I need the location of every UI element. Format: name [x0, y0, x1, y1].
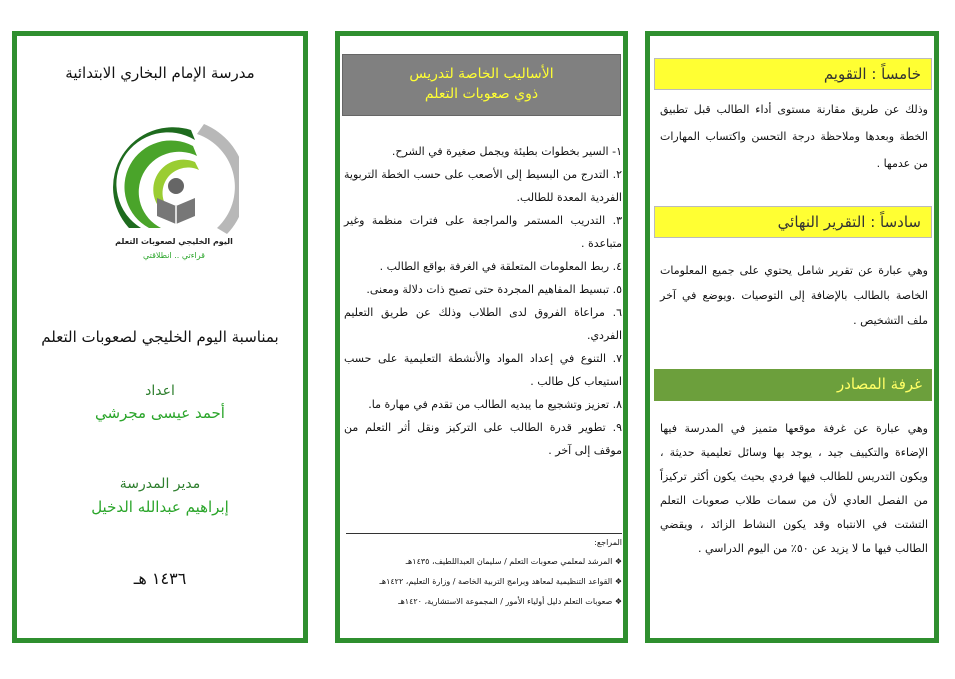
list-item: ١- السير بخطوات بطيئة ويجمل صغيرة في الشرح.: [391, 145, 622, 158]
logo-badge: ٣ مايو: [157, 133, 175, 141]
evaluation-text: وذلك عن طريق مقارنة مستوى أداء الطالب قبل تطبيق الخطة وبعدها وملاحظة درجة التحسن واكتساب المهارات من عدمها .: [660, 103, 928, 170]
final-report-text: وهي عبارة عن تقرير شامل يحتوي على جميع المعلومات الخاصة بالطالب بالإضافة إلى التوصيات .ويوضع في آخر ملف التشخيص .: [660, 264, 928, 327]
methods-list: [344, 140, 622, 462]
prepared-label: اعداد: [145, 383, 175, 399]
final-report-heading: سادساً : التقرير النهائي: [654, 206, 932, 238]
list-item: ٣. التدريب المستمر والمراجعة على فترات منظمة وغير متباعدة .: [344, 214, 622, 250]
hijri-year: ١٤٣٦ هـ: [133, 569, 187, 588]
list-item: ٥. تبسيط المفاهيم المجردة حتى تصبح ذات دلالة ومعنى.: [366, 283, 622, 296]
logo-slogan: قراءتي .. انطلاقتي: [143, 251, 205, 260]
learning-difficulties-day-logo: [109, 116, 239, 276]
occasion-text: بمناسبة اليوم الخليجي لصعوبات التعلم: [41, 328, 279, 346]
methods-title-line2: ذوي صعوبات التعلم: [424, 86, 539, 102]
prepared-name: أحمد عيسى مجرشي: [95, 404, 225, 422]
references-title: المراجع:: [594, 538, 622, 547]
list-item: ٢. التدرج من البسيط إلى الأصعب على حسب الخطة التربوية الفردية المعدة للطالب.: [344, 168, 622, 204]
list-item: ٩. تطوير قدرة الطالب على التركيز ونقل أثر التعلم من موقف إلى آخر .: [344, 421, 622, 457]
methods-panel: [335, 31, 628, 643]
methods-title-line1: الأساليب الخاصة لتدريس: [409, 66, 554, 82]
director-name: إبراهيم عبدالله الدخيل: [91, 498, 229, 516]
list-item: ٤. ربط المعلومات المتعلقة في الغرفة بواقع الطالب .: [379, 260, 622, 273]
reader-head-icon: [168, 178, 184, 194]
reference-item: ❖ صعوبات التعلم دليل أولياء الأمور / المجموعة الاستشارية، ١٤٢٠هـ: [398, 597, 622, 606]
list-item: ٨. تعزيز وتشجيع ما يبديه الطالب من تقدم في مهارة ما.: [368, 398, 622, 411]
resource-room-text: وهي عبارة عن غرفة موقعها متميز في المدرسة فيها الإضاءة والتكييف جيد ، يوجد بها وسائل تعليمية حديثة ، ويكون التدريس للطالب فيها فردي بحيث يكون أكثر تركيزاً من الفصل العادي لأن من سمات طلاب صعوبات التعلم التشتت في الانتباه وقد يكون النشاط الزائد ، ويقضي الطالب فيها ما لا يزيد عن ٥٠٪ من اليوم الدراسي .: [660, 422, 928, 555]
logo-day-text: اليوم الخليجي لصعوبات التعلم: [115, 237, 233, 246]
list-item: ٧. التنوع في إعداد المواد والأنشطة التعليمية على حسب استيعاب كل طالب .: [344, 352, 622, 388]
evaluation-panel: [645, 31, 939, 643]
divider: [346, 533, 622, 534]
logo-arc-gray: [197, 124, 239, 234]
reference-item: ❖ المرشد لمعلمي صعوبات التعلم / سليمان العبداللطيف، ١٤٣٥هـ: [405, 557, 622, 566]
reference-item: ❖ القواعد التنظيمية لمعاهد وبرامج التربية الخاصة / وزارة التعليم، ١٤٢٢هـ: [379, 577, 622, 586]
evaluation-heading: خامساً : التقويم: [654, 58, 932, 90]
methods-title: [342, 54, 621, 116]
school-name: مدرسة الإمام البخاري الابتدائية: [65, 64, 255, 82]
director-label: مدير المدرسة: [119, 476, 201, 492]
references-list: [346, 552, 622, 612]
list-item: ٦. مراعاة الفروق لدى الطلاب وذلك عن طريق التعليم الفردي.: [344, 306, 622, 342]
resource-room-heading: غرفة المصادر: [654, 369, 932, 401]
cover-panel: [12, 31, 308, 643]
